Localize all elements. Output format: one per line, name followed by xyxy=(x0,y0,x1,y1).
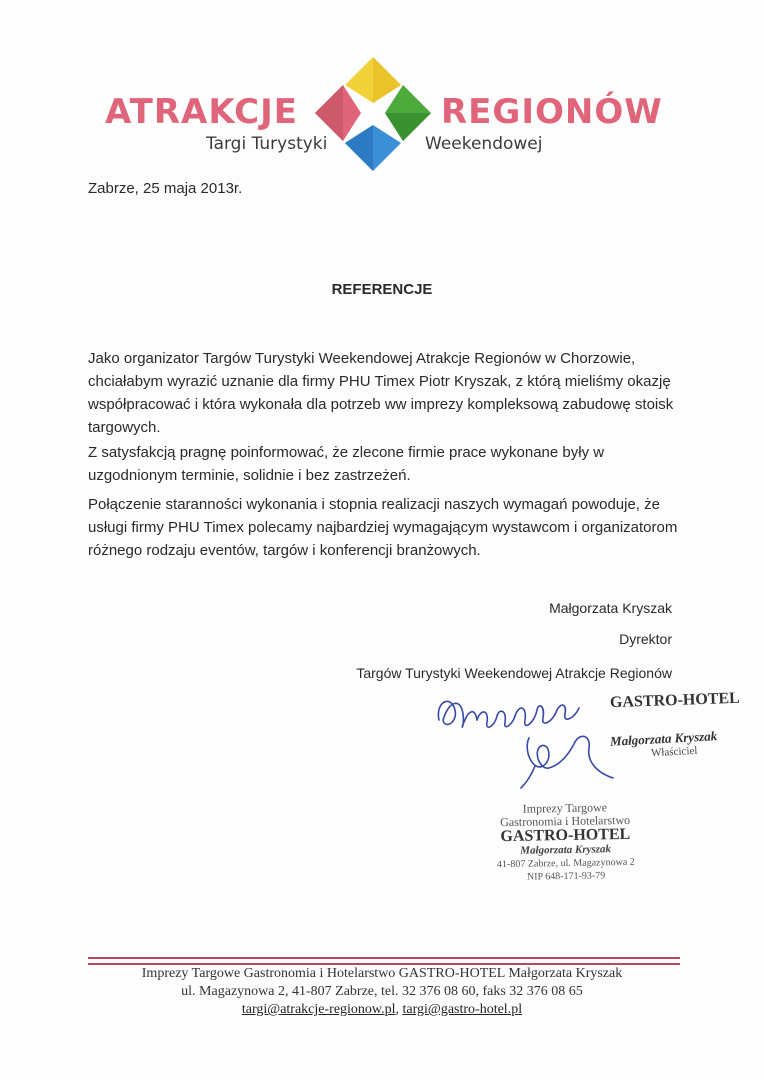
logo-subtitle-right: Weekendowej xyxy=(425,134,543,154)
company-stamp-line3: GASTRO-HOTEL xyxy=(500,825,631,846)
email-link-atrakcje[interactable]: targi@atrakcje-regionow.pl xyxy=(241,1002,396,1017)
paragraph-2: Z satysfakcją pragnę poinformować, że zlecone firmie prace wykonane były w uzgodnionym terminie, solidnie i bez zastrzeżeń. xyxy=(88,444,605,484)
signatory-name: Małgorzata Kryszak xyxy=(549,600,672,616)
footer-line-3 xyxy=(0,1002,764,1018)
place-date: Zabrze, 25 maja 2013r. xyxy=(88,180,243,197)
company-stamp-line5: 41-807 Zabrze, ul. Magazynowa 2 xyxy=(496,856,635,871)
footer-divider xyxy=(88,957,680,965)
owner-stamp-role: Właściciel xyxy=(650,744,698,760)
letter-title: REFERENCJE xyxy=(331,281,433,298)
company-stamp-line4: Małgorzata Kryszak xyxy=(520,843,612,857)
footer-line-1: Imprezy Targowe Gastronomia i Hotelarstwo GASTRO-HOTEL Małgorzata Kryszak xyxy=(141,966,623,981)
email-link-gastro-hotel[interactable]: targi@gastro-hotel.pl xyxy=(402,1002,523,1017)
company-stamp-line1: Imprezy Targowe xyxy=(522,800,608,816)
owner-stamp-name: Małgorzata Kryszak xyxy=(609,728,718,749)
signatory-role: Dyrektor xyxy=(619,631,672,647)
logo-right-word: REGIONÓW xyxy=(441,92,663,132)
footer-line-2: ul. Magazynowa 2, 41-807 Zabrze, tel. 32 376 08 60, faks 32 376 08 65 xyxy=(181,984,583,999)
company-stamp-line6: NIP 648-171-93-79 xyxy=(526,870,606,883)
logo-diamond-icon xyxy=(313,55,433,175)
owner-stamp-company: GASTRO-HOTEL xyxy=(609,689,741,712)
logo-subtitle-left: Targi Turystyki xyxy=(206,134,328,154)
company-stamp-line2: Gastronomia i Hotelarstwo xyxy=(500,812,631,830)
paragraph-3: Połączenie staranności wykonania i stopnia realizacji naszych wymagań powoduje, że usługi firmy PHU Timex polecamy najbardziej wymagającym wystawcom i organizatorom różnego rodzaju eventów, targów i konferencji branżowych. xyxy=(88,496,678,559)
handwritten-signature xyxy=(425,680,625,790)
email-separator: , xyxy=(395,1002,400,1017)
paragraph-1: Jako organizator Targów Turystyki Weekendowej Atrakcje Regionów w Chorzowie, chciałabym wyrazić uznanie dla firmy PHU Timex Piotr Kryszak, z którą mieliśmy okazję współpracować i która wykonała dla potrzeb ww imprezy kompleksową zabudowę stoisk targowych. xyxy=(88,350,674,436)
company-stamp xyxy=(477,800,653,884)
logo-left-word: ATRAKCJE xyxy=(105,92,299,132)
signatory-organization: Targów Turystyki Weekendowej Atrakcje Regionów xyxy=(356,665,672,681)
